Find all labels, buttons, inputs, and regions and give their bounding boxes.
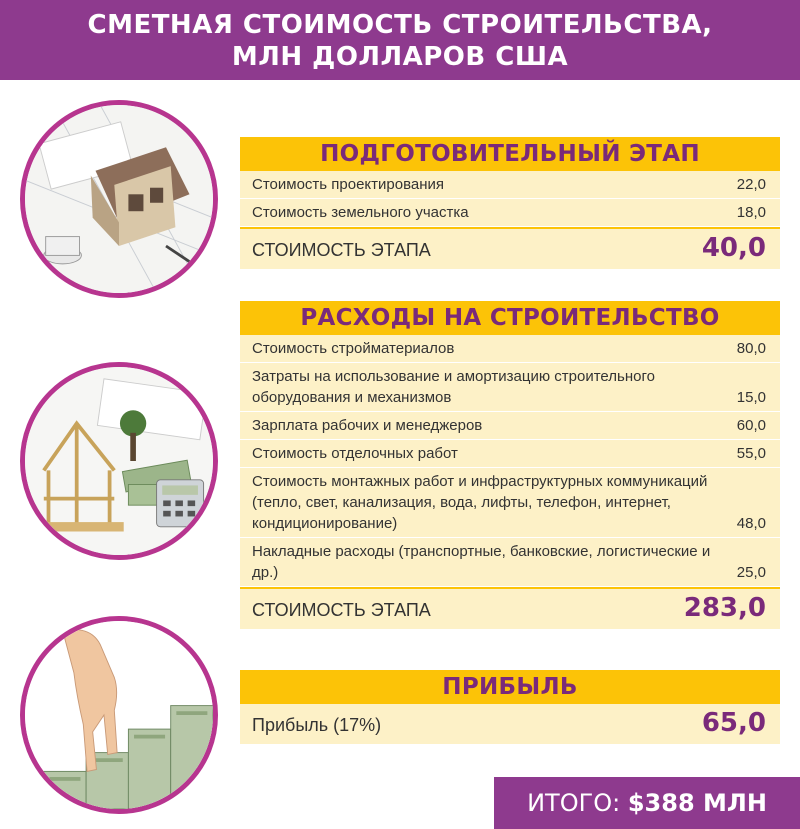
section-profit (240, 670, 780, 744)
profit-value: 65,0 (701, 708, 766, 738)
stage-total-label: СТОИМОСТЬ ЭТАПА (252, 240, 431, 260)
title-line-2: МЛН ДОЛЛАРОВ США (231, 42, 569, 72)
item-value: 22,0 (736, 176, 766, 193)
stage-total-row (240, 227, 780, 269)
item-value: 25,0 (736, 564, 766, 581)
list-item (240, 440, 780, 468)
stage-total-value: 40,0 (701, 233, 766, 263)
list-item (240, 199, 780, 227)
item-value: 48,0 (736, 515, 766, 532)
item-name: Стоимость стройматериалов (252, 340, 455, 357)
profit-row (240, 704, 780, 744)
list-item (240, 538, 780, 587)
grand-total-badge (494, 777, 800, 829)
item-name: Стоимость монтажных работ и инфраструктурных коммуникаций (тепло, свет, канализация, вода, лифты, телефон, интернет, кондиционирование) (252, 473, 708, 532)
grand-total-value: $388 МЛН (627, 789, 767, 817)
item-value: 15,0 (736, 389, 766, 406)
section-title-preparatory: ПОДГОТОВИТЕЛЬНЫЙ ЭТАП (240, 137, 780, 171)
stage-total-row (240, 587, 780, 629)
profit-label: Прибыль (17%) (252, 715, 382, 735)
item-name: Стоимость проектирования (252, 176, 445, 193)
stage-total-label: СТОИМОСТЬ ЭТАПА (252, 600, 431, 620)
item-value: 80,0 (736, 340, 766, 357)
preparatory-items (240, 171, 780, 227)
list-item (240, 412, 780, 440)
section-title-construction: РАСХОДЫ НА СТРОИТЕЛЬСТВО (240, 301, 780, 335)
item-name: Затраты на использование и амортизацию строительного оборудования и механизмов (252, 368, 655, 406)
item-value: 60,0 (736, 417, 766, 434)
item-value: 18,0 (736, 204, 766, 221)
item-name: Стоимость земельного участка (252, 204, 469, 221)
page-title (0, 0, 800, 80)
title-line-1: СМЕТНАЯ СТОИМОСТЬ СТРОИТЕЛЬСТВА, (87, 10, 713, 40)
item-name: Накладные расходы (транспортные, банковские, логистические и др.) (252, 543, 711, 581)
list-item (240, 335, 780, 363)
construction-money-photo (20, 362, 218, 560)
money-stairs-photo (20, 616, 218, 814)
section-title-profit: ПРИБЫЛЬ (240, 670, 780, 704)
construction-items (240, 335, 780, 587)
section-preparatory (240, 137, 780, 269)
list-item (240, 171, 780, 199)
item-name: Стоимость отделочных работ (252, 445, 458, 462)
item-name: Зарплата рабочих и менеджеров (252, 417, 483, 434)
section-construction (240, 301, 780, 629)
list-item (240, 468, 780, 538)
stage-total-value: 283,0 (683, 593, 766, 623)
list-item (240, 363, 780, 412)
grand-total-label: ИТОГО: (527, 789, 628, 817)
item-value: 55,0 (736, 445, 766, 462)
house-blueprint-photo (20, 100, 218, 298)
